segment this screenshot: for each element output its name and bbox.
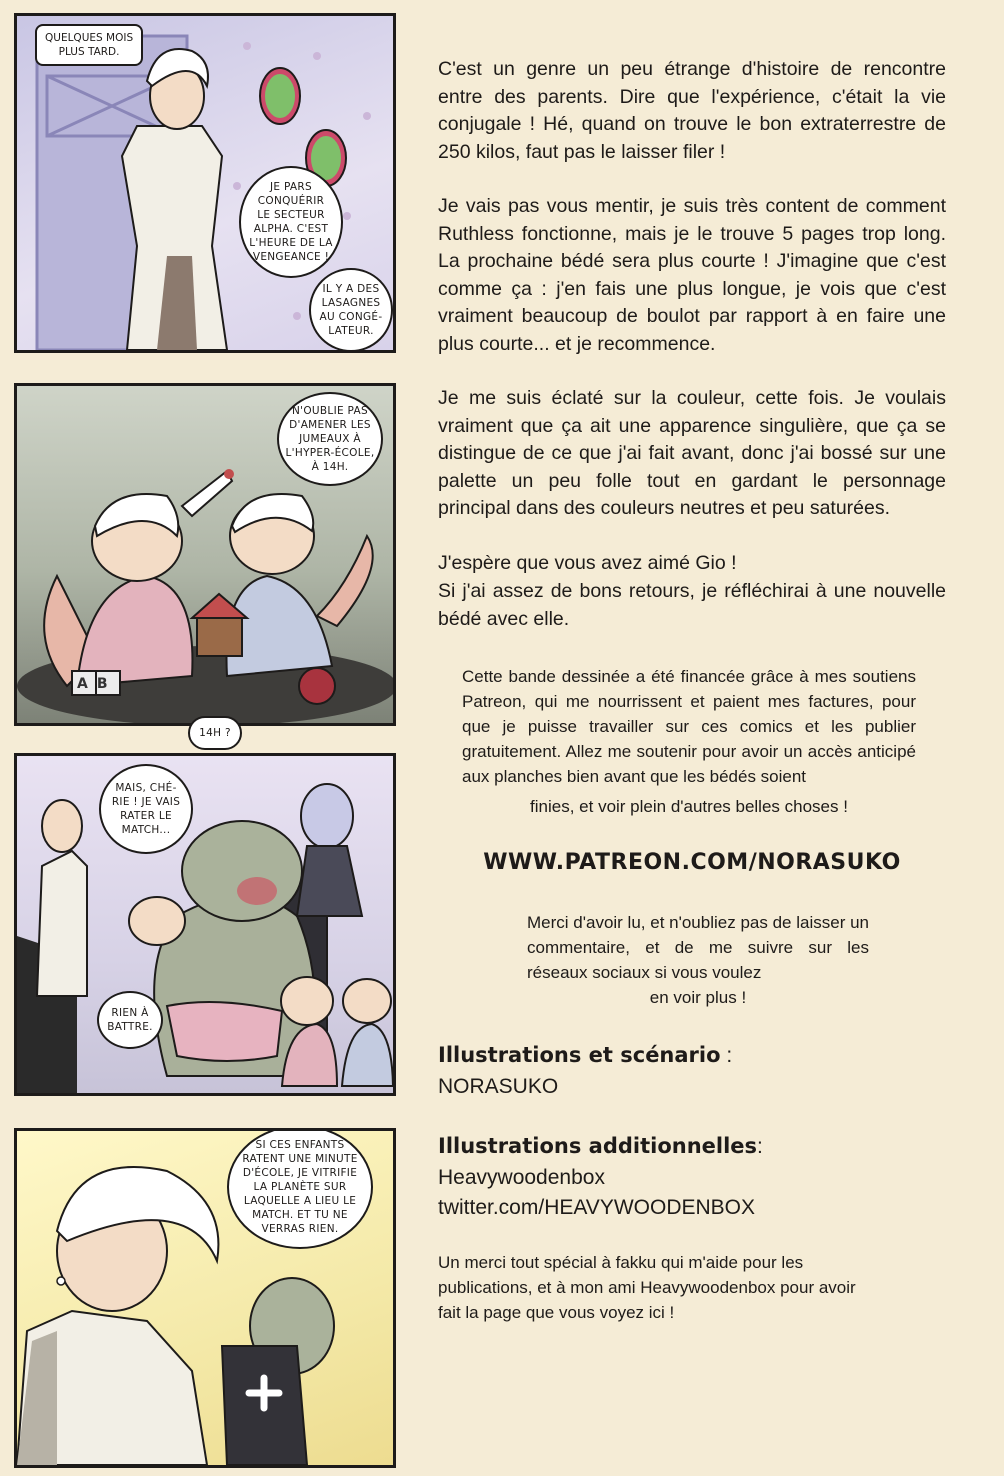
comic-panel-3 <box>14 753 396 1096</box>
paragraph-hope-line-2: Si j'ai assez de bons retours, je réfléchirai à une nouvelle bédé avec elle. <box>438 580 946 630</box>
comic-panel-4 <box>14 1128 396 1468</box>
paragraph-story-intro: C'est un genre un peu étrange d'histoire de rencontre entre des parents. Dire que l'expérience, c'était la vie conjugale ! Hé, quand on trouve le bon extraterrestre de 250 kilos, faut pas le laisser filer ! <box>438 58 946 163</box>
panel-4-speech-bubble: SI CES ENFANTS RATENT UNE MINUTE D'ÉCOLE, JE VITRIFIE LA PLANÈTE SUR LAQUELLE A LIEU LE MATCH. ET TU NE VERRAS RIEN. <box>227 1128 373 1249</box>
credit-main-value: NORASUKO <box>438 1075 559 1098</box>
credit-main <box>438 1040 958 1102</box>
paragraph-hope-line-1: J'espère que vous avez aimé Gio ! <box>438 552 737 574</box>
comic-panel-1 <box>14 13 396 353</box>
credit-main-separator: : <box>720 1044 733 1067</box>
panel-3-speech-bubble-2: RIEN À BATTRE. <box>97 991 163 1049</box>
patreon-note-end: finies, et voir plein d'autres belles choses ! <box>530 797 848 816</box>
panel-2-speech-bubble: N'OUBLIE PAS D'AMENER LES JUMEAUX À L'HYPER-ÉCOLE, À 14H. <box>277 392 383 486</box>
paragraph-length: Je vais pas vous mentir, je suis très content de comment Ruthless fonctionne, mais je le trouve 5 pages trop long. La prochaine bédé sera plus courte ! J'imagine que c'est comme ça : j'en fais une plus longue, je vois que c'est vraiment beaucoup de boulot par rapport à en faire une plus courte... et je recommence. <box>438 195 946 355</box>
credit-additional-twitter-link[interactable]: twitter.com/HEAVYWOODENBOX <box>438 1196 755 1219</box>
panel-3-speech-bubble-1: MAIS, CHÉ- RIE ! JE VAIS RATER LE MATCH... <box>99 764 193 854</box>
panel-1-speech-bubble-1: JE PARS CONQUÉRIR LE SECTEUR ALPHA. C'EST L'HEURE DE LA VENGEANCE ! <box>239 166 343 278</box>
credit-additional <box>438 1131 978 1223</box>
panel-1-caption: QUELQUES MOIS PLUS TARD. <box>35 24 143 66</box>
final-thanks: Un merci tout spécial à fakku qui m'aide pour les publications, et à mon ami Heavywoodenbox pour avoir fait la page que vous voyez ici ! <box>438 1253 856 1322</box>
patreon-note: Cette bande dessinée a été financée grâce à mes soutiens Patreon, qui me nourrissent et paient mes factures, pour que je puisse travailler sur ces comics et les publier gratuitement. Allez me soutenir pour avoir un accès anticipé aux planches bien avant que les bédés soient <box>462 667 916 786</box>
paragraph-color: Je me suis éclaté sur la couleur, cette fois. Je voulais vraiment que ça ait une apparence singulière, que ça se distingue de ce que j'ai fait avant, donc j'ai bossé sur une palette un peu folle tout en gardant le personnage principal dans des couleurs neutres et peu saturées. <box>438 387 946 519</box>
panel-1-speech-bubble-2: IL Y A DES LASAGNES AU CONGÉ- LATEUR. <box>309 268 393 352</box>
credit-additional-name: Heavywoodenbox <box>438 1166 605 1189</box>
panel-3-artwork <box>17 756 393 1093</box>
thanks-note-end: en voir plus ! <box>649 988 747 1007</box>
credit-main-label: Illustrations et scénario <box>438 1043 721 1067</box>
credit-additional-separator: : <box>757 1135 763 1158</box>
credit-additional-label: Illustrations additionnelles <box>438 1134 758 1158</box>
alphabet-blocks-label: AB <box>77 676 117 692</box>
thanks-note: Merci d'avoir lu, et n'oubliez pas de laisser un commentaire, et de me suivre sur les réseaux sociaux si vous voulez <box>527 913 869 982</box>
speech-bubble-14h: 14H ? <box>188 716 242 750</box>
comic-panel-2 <box>14 383 396 726</box>
patreon-link[interactable]: WWW.PATREON.COM/NORASUKO <box>483 850 901 875</box>
